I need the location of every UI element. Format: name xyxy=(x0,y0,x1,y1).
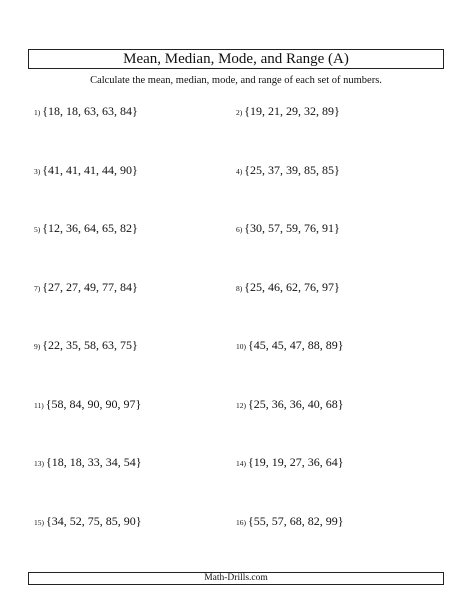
number-set: {18, 18, 33, 34, 54} xyxy=(46,455,142,469)
number-set: {19, 19, 27, 36, 64} xyxy=(248,455,344,469)
problem-2 xyxy=(236,104,444,163)
problem-number: 3) xyxy=(34,166,41,176)
problem-4 xyxy=(236,163,444,222)
problem-number: 7) xyxy=(34,283,41,293)
number-set: {25, 36, 36, 40, 68} xyxy=(248,396,344,411)
problem-row xyxy=(28,397,444,456)
problem-11 xyxy=(28,397,236,456)
problem-12 xyxy=(236,397,444,456)
problem-row xyxy=(28,104,444,163)
problem-number: 10) xyxy=(236,342,246,351)
instructions: Calculate the mean, median, mode, and range of each set of numbers. xyxy=(90,75,382,86)
problem-9 xyxy=(28,338,236,397)
footer-text: Math-Drills.com xyxy=(204,572,268,583)
problem-row xyxy=(28,514,444,573)
number-set: {12, 36, 64, 65, 82} xyxy=(42,221,138,235)
problem-3 xyxy=(28,163,236,222)
problem-number: 6) xyxy=(236,225,243,234)
problem-14 xyxy=(236,455,444,514)
problem-number: 11) xyxy=(34,400,44,410)
problem-10 xyxy=(236,338,444,397)
problem-row xyxy=(28,163,444,222)
problem-15 xyxy=(28,514,236,573)
problem-grid xyxy=(28,104,444,572)
problem-row xyxy=(28,338,444,397)
worksheet-title xyxy=(28,49,444,69)
problem-6 xyxy=(236,221,444,280)
footer xyxy=(28,572,444,585)
problem-number: 12) xyxy=(236,400,246,410)
number-set: {58, 84, 90, 90, 97} xyxy=(45,396,142,411)
number-set: {27, 27, 49, 77, 84} xyxy=(42,279,138,294)
problem-row xyxy=(28,455,444,514)
number-set: {19, 21, 29, 32, 89} xyxy=(244,104,340,118)
problem-number: 1) xyxy=(34,108,41,117)
problem-5 xyxy=(28,221,236,280)
problem-number: 15) xyxy=(34,517,44,527)
number-set: {25, 37, 39, 85, 85} xyxy=(244,162,340,177)
number-set: {22, 35, 58, 63, 75} xyxy=(42,338,138,352)
problem-row xyxy=(28,280,444,339)
problem-number: 13) xyxy=(34,459,44,468)
problem-number: 9) xyxy=(34,342,41,351)
worksheet-title-text: Mean, Median, Mode, and Range (A) xyxy=(123,50,349,67)
problem-row xyxy=(28,221,444,280)
problem-7 xyxy=(28,280,236,339)
number-set: {18, 18, 63, 63, 84} xyxy=(42,104,138,118)
problem-1 xyxy=(28,104,236,163)
problem-16 xyxy=(236,514,444,573)
problem-13 xyxy=(28,455,236,514)
problem-8 xyxy=(236,280,444,339)
number-set: {55, 57, 68, 82, 99} xyxy=(248,513,344,528)
number-set: {25, 46, 62, 76, 97} xyxy=(244,279,340,294)
problem-number: 16) xyxy=(236,517,246,527)
number-set: {41, 41, 41, 44, 90} xyxy=(42,162,138,177)
problem-number: 5) xyxy=(34,225,41,234)
problem-number: 14) xyxy=(236,459,246,468)
problem-number: 4) xyxy=(236,166,243,176)
number-set: {34, 52, 75, 85, 90} xyxy=(46,513,142,528)
problem-number: 2) xyxy=(236,108,243,117)
number-set: {30, 57, 59, 76, 91} xyxy=(244,221,340,235)
problem-number: 8) xyxy=(236,283,243,293)
number-set: {45, 45, 47, 88, 89} xyxy=(248,338,344,352)
